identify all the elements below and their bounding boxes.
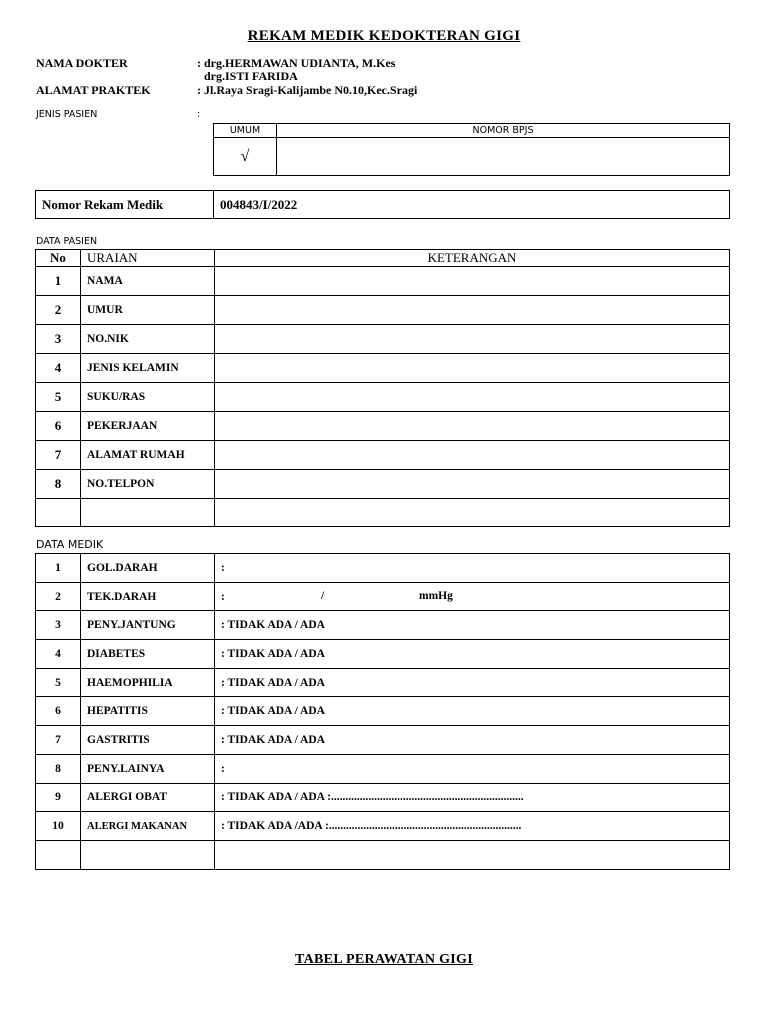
umum-checkmark: √ bbox=[214, 138, 277, 176]
row-value[interactable] bbox=[215, 296, 730, 325]
row-value[interactable] bbox=[215, 325, 730, 354]
patient-row bbox=[36, 354, 730, 383]
data-pasien-label: DATA PASIEN bbox=[36, 236, 98, 247]
address-label: ALAMAT PRAKTEK bbox=[36, 83, 151, 97]
doctor-value-1: : drg.HERMAWAN UDIANTA, M.Kes bbox=[197, 56, 396, 70]
patient-type-colon: : bbox=[197, 109, 201, 120]
row-number: 2 bbox=[36, 582, 81, 611]
row-label: JENIS KELAMIN bbox=[81, 354, 215, 383]
medical-row bbox=[36, 611, 730, 640]
row-number: 3 bbox=[36, 325, 81, 354]
medical-row bbox=[36, 554, 730, 583]
row-label: HEPATITIS bbox=[81, 697, 215, 726]
patient-row bbox=[36, 441, 730, 470]
row-value[interactable] bbox=[215, 611, 730, 640]
row-label: PENY.LAINYA bbox=[81, 754, 215, 783]
patient-row bbox=[36, 412, 730, 441]
medical-row bbox=[36, 697, 730, 726]
row-value[interactable] bbox=[215, 499, 730, 527]
row-value[interactable] bbox=[215, 441, 730, 470]
row-number: 10 bbox=[36, 812, 81, 841]
bp-slash: / bbox=[321, 589, 325, 602]
row-label: GOL.DARAH bbox=[81, 554, 215, 583]
data-medik-table bbox=[35, 553, 730, 870]
row-value[interactable] bbox=[215, 582, 730, 611]
row-label: NO.NIK bbox=[81, 325, 215, 354]
bp-unit: mmHg bbox=[419, 589, 453, 602]
row-value[interactable] bbox=[215, 354, 730, 383]
row-number: 1 bbox=[36, 267, 81, 296]
row-value[interactable] bbox=[215, 554, 730, 583]
row-label: NAMA bbox=[81, 267, 215, 296]
record-number-table bbox=[35, 190, 730, 219]
record-number-label: Nomor Rekam Medik bbox=[36, 191, 214, 219]
row-number: 6 bbox=[36, 697, 81, 726]
medical-row bbox=[36, 754, 730, 783]
medical-row bbox=[36, 668, 730, 697]
row-value-text: : TIDAK ADA / ADA bbox=[221, 619, 325, 632]
row-label bbox=[81, 840, 215, 869]
patient-row bbox=[36, 470, 730, 499]
row-label: NO.TELPON bbox=[81, 470, 215, 499]
row-number: 5 bbox=[36, 383, 81, 412]
medical-row bbox=[36, 783, 730, 812]
row-value-text: : bbox=[221, 762, 225, 775]
patient-row bbox=[36, 267, 730, 296]
row-label: ALAMAT RUMAH bbox=[81, 441, 215, 470]
patient-type-table bbox=[213, 123, 730, 176]
row-label: PENY.JANTUNG bbox=[81, 611, 215, 640]
header-uraian: URAIAN bbox=[81, 250, 215, 267]
patient-row bbox=[36, 383, 730, 412]
header-no: No bbox=[36, 250, 81, 267]
medical-row bbox=[36, 726, 730, 755]
row-value[interactable] bbox=[215, 783, 730, 812]
medical-row bbox=[36, 812, 730, 841]
row-value[interactable] bbox=[215, 640, 730, 669]
row-value-text: : TIDAK ADA / ADA bbox=[221, 647, 325, 660]
row-number: 8 bbox=[36, 470, 81, 499]
row-number: 6 bbox=[36, 412, 81, 441]
patient-row bbox=[36, 499, 730, 527]
row-number: 5 bbox=[36, 668, 81, 697]
row-number bbox=[36, 499, 81, 527]
col-bpjs: NOMOR BPJS bbox=[277, 124, 730, 138]
doctor-label: NAMA DOKTER bbox=[36, 56, 128, 70]
row-label: ALERGI MAKANAN bbox=[81, 812, 215, 841]
row-number: 4 bbox=[36, 354, 81, 383]
medical-row bbox=[36, 640, 730, 669]
row-value-text: : TIDAK ADA /ADA :................................................................... bbox=[221, 820, 522, 833]
row-label: SUKU/RAS bbox=[81, 383, 215, 412]
address-value: : Jl.Raya Sragi-Kalijambe N0.10,Kec.Sragi bbox=[197, 83, 418, 97]
row-value[interactable] bbox=[215, 412, 730, 441]
row-number: 2 bbox=[36, 296, 81, 325]
row-value-text: : TIDAK ADA / ADA bbox=[221, 676, 325, 689]
row-value[interactable] bbox=[215, 697, 730, 726]
row-label bbox=[81, 499, 215, 527]
row-label: UMUR bbox=[81, 296, 215, 325]
data-pasien-table bbox=[35, 249, 730, 527]
row-value[interactable] bbox=[215, 668, 730, 697]
row-value-text: : bbox=[221, 590, 225, 603]
row-label: ALERGI OBAT bbox=[81, 783, 215, 812]
col-umum: UMUM bbox=[214, 124, 277, 138]
row-value-text: : TIDAK ADA / ADA :................................................................... bbox=[221, 791, 524, 804]
row-number: 8 bbox=[36, 754, 81, 783]
patient-row bbox=[36, 296, 730, 325]
row-value[interactable] bbox=[215, 754, 730, 783]
row-value[interactable] bbox=[215, 726, 730, 755]
row-label: HAEMOPHILIA bbox=[81, 668, 215, 697]
row-number: 9 bbox=[36, 783, 81, 812]
row-value-text: : TIDAK ADA / ADA bbox=[221, 705, 325, 718]
row-number: 3 bbox=[36, 611, 81, 640]
document-title: REKAM MEDIK KEDOKTERAN GIGI bbox=[247, 28, 521, 44]
row-label: GASTRITIS bbox=[81, 726, 215, 755]
bpjs-number-cell[interactable] bbox=[277, 138, 730, 176]
row-value[interactable] bbox=[215, 383, 730, 412]
record-number-value: 004843/I/2022 bbox=[214, 191, 730, 219]
dental-treatment-table-title: TABEL PERAWATAN GIGI bbox=[295, 952, 473, 967]
data-medik-label: DATA MEDIK bbox=[36, 538, 104, 551]
header-keterangan: KETERANGAN bbox=[215, 250, 730, 267]
row-value-text: : bbox=[221, 561, 225, 574]
row-label: TEK.DARAH bbox=[81, 582, 215, 611]
row-label: PEKERJAAN bbox=[81, 412, 215, 441]
row-value[interactable] bbox=[215, 840, 730, 869]
row-number: 4 bbox=[36, 640, 81, 669]
row-label: DIABETES bbox=[81, 640, 215, 669]
row-number bbox=[36, 840, 81, 869]
row-number: 7 bbox=[36, 726, 81, 755]
patient-row bbox=[36, 325, 730, 354]
row-value[interactable] bbox=[215, 267, 730, 296]
row-number: 7 bbox=[36, 441, 81, 470]
medical-row bbox=[36, 582, 730, 611]
row-number: 1 bbox=[36, 554, 81, 583]
doctor-value-2: drg.ISTI FARIDA bbox=[204, 69, 298, 83]
row-value[interactable] bbox=[215, 812, 730, 841]
row-value[interactable] bbox=[215, 470, 730, 499]
patient-type-label: JENIS PASIEN bbox=[36, 109, 98, 120]
row-value-text: : TIDAK ADA / ADA bbox=[221, 733, 325, 746]
medical-row bbox=[36, 840, 730, 869]
